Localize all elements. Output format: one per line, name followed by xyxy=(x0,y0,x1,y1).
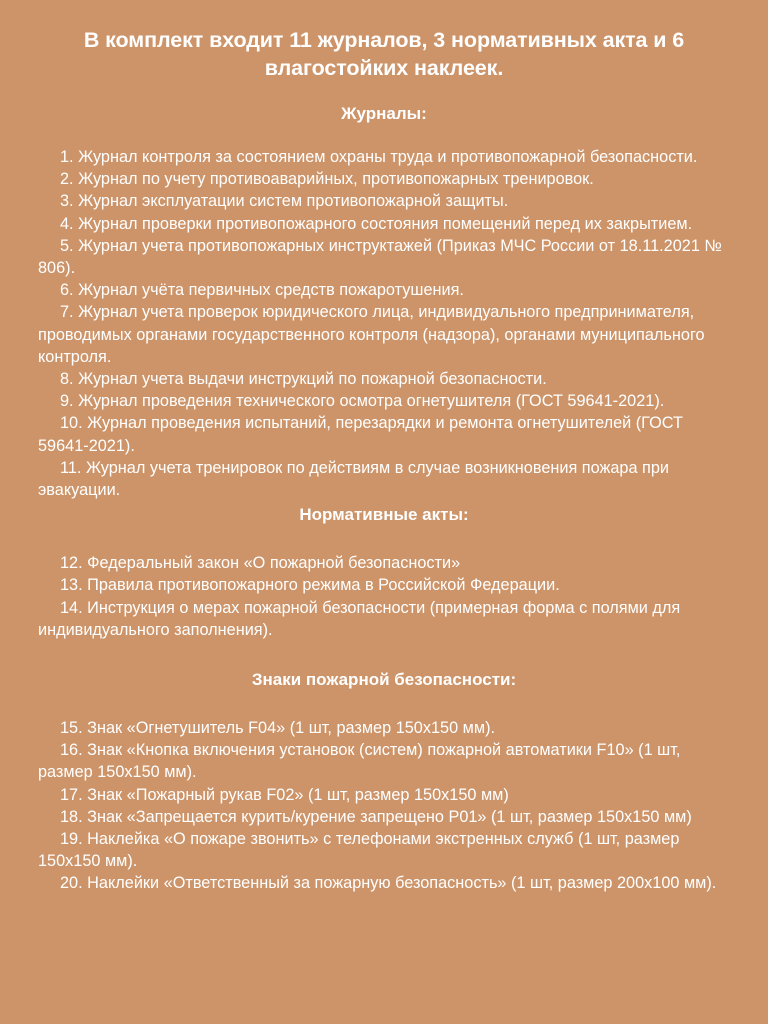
list-item: 18. Знак «Запрещается курить/курение запрещено Р01» (1 шт, размер 150х150 мм) xyxy=(60,807,692,826)
section-heading-normative-acts: Нормативные акты: xyxy=(299,505,469,525)
journals-list xyxy=(0,125,768,501)
list-item: 12. Федеральный закон «О пожарной безопасности» xyxy=(60,554,461,573)
list-item: 20. Наклейки «Ответственный за пожарную безопасность» (1 шт, размер 200х100 мм). xyxy=(60,874,717,893)
list-item: 11. Журнал учета тренировок по действиям в случае возникновения пожара при эвакуации. xyxy=(38,458,670,500)
list-item: 8. Журнал учета выдачи инструкций по пожарной безопасности. xyxy=(60,370,547,389)
fire-safety-signs-list xyxy=(0,691,768,895)
list-item: 15. Знак «Огнетушитель F04» (1 шт, размер 150х150 мм). xyxy=(60,719,496,738)
page-title: В комплект входит 11 журналов, 3 нормативных акта и 6 влагостойких наклеек. xyxy=(83,28,685,80)
list-item: 7. Журнал учета проверок юридического лица, индивидуального предпринимателя, проводимых органами государственного контроля (надзора), органами муниципального контроля. xyxy=(38,303,705,366)
section-heading-fire-safety-signs: Знаки пожарной безопасности: xyxy=(251,670,517,690)
list-item: 10. Журнал проведения испытаний, перезарядки и ремонта огнетушителей (ГОСТ 59641-2021). xyxy=(38,414,683,455)
list-item: 3. Журнал эксплуатации систем противопожарной защиты. xyxy=(60,192,509,211)
list-item: 5. Журнал учета противопожарных инструктажей (Приказ МЧС России от 18.11.2021 № 806). xyxy=(38,236,722,278)
list-item: 13. Правила противопожарного режима в Российской Федерации. xyxy=(60,576,560,595)
section-heading-journals: Журналы: xyxy=(341,104,427,123)
list-item: 2. Журнал по учету противоаварийных, противопожарных тренировок. xyxy=(60,170,594,189)
list-item: 4. Журнал проверки противопожарного состояния помещений перед их закрытием. xyxy=(60,214,693,233)
list-item: 6. Журнал учёта первичных средств пожаротушения. xyxy=(60,281,464,300)
list-item: 14. Инструкция о мерах пожарной безопасности (примерная форма с полями для индивидуального заполнения). xyxy=(38,598,681,639)
list-item: 1. Журнал контроля за состоянием охраны труда и противопожарной безопасности. xyxy=(60,148,698,166)
list-item: 9. Журнал проведения технического осмотра огнетушителя (ГОСТ 59641-2021). xyxy=(60,392,665,411)
list-item: 16. Знак «Кнопка включения установок (систем) пожарной автоматики F10» (1 шт, размер 150х150 мм). xyxy=(38,741,681,782)
normative-acts-list xyxy=(0,526,768,641)
list-item: 19. Наклейка «О пожаре звонить» с телефонами экстренных служб (1 шт, размер 150х150 мм). xyxy=(38,830,680,871)
list-item: 17. Знак «Пожарный рукав F02» (1 шт, размер 150х150 мм) xyxy=(60,785,509,804)
